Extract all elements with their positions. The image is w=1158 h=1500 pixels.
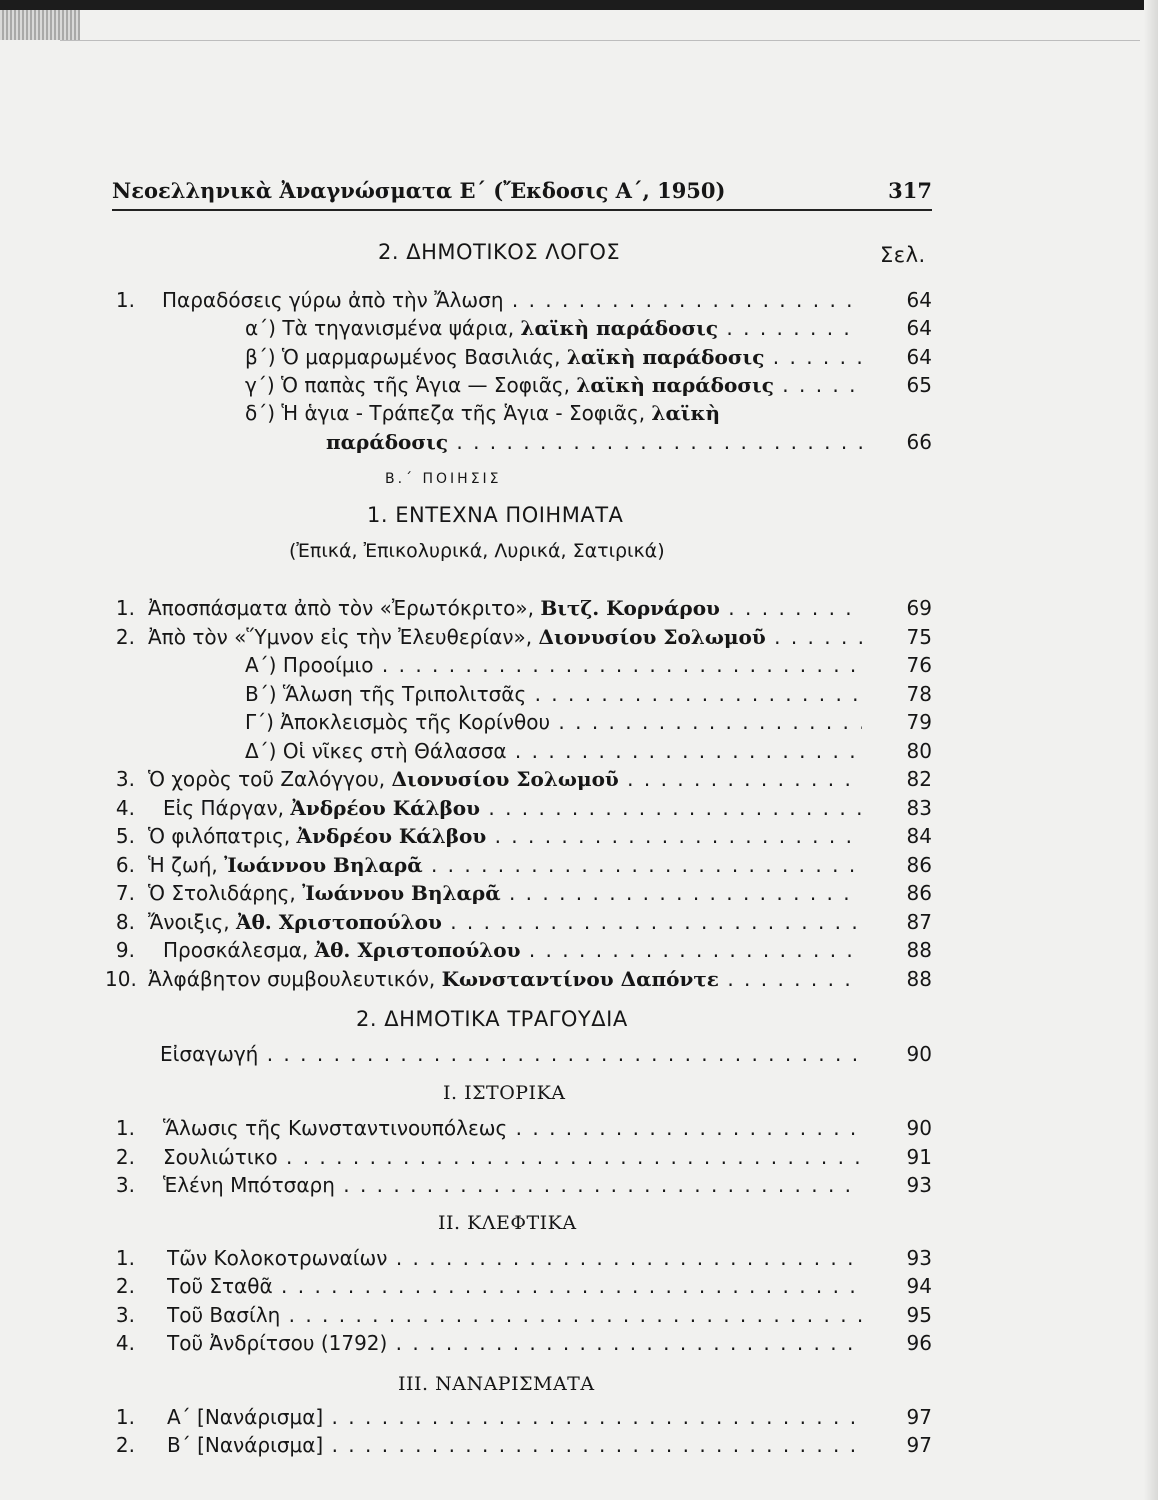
entry-page-number: 86	[906, 853, 932, 877]
entry-number: 6.	[115, 853, 135, 877]
entry-page-number: 88	[906, 967, 932, 991]
entry-title	[162, 288, 862, 312]
entry-page-number: 64	[906, 288, 932, 312]
toc-entry	[0, 881, 1158, 909]
toc-entry	[0, 767, 1158, 795]
toc-entry	[0, 910, 1158, 938]
toc-entry	[0, 1116, 1158, 1144]
entry-title	[148, 881, 862, 905]
entry-author: Ἰωάννου Βηλαρᾶ	[224, 853, 423, 877]
entry-title	[148, 824, 862, 848]
toc-entry	[0, 739, 1158, 767]
entry-page-number: 90	[906, 1116, 932, 1140]
entry-text: γ΄) Ὁ παπὰς τῆς Ἁγια — Σοφιᾶς,	[245, 373, 577, 397]
entry-text: Ἅλωσις τῆς Κωνσταντινουπόλεως	[163, 1116, 508, 1140]
toc-entry	[0, 430, 1158, 458]
entry-page-number: 64	[906, 345, 932, 369]
section-title-demotic-prose: 2. ΔΗΜΟΤΙΚΟΣ ΛΟΓΟΣ	[378, 240, 621, 264]
entry-title	[163, 1145, 862, 1169]
entry-title	[167, 1433, 862, 1457]
entry-number: 5.	[115, 824, 135, 848]
entry-title	[163, 938, 862, 962]
entry-text: Ἀπὸ τὸν «Ὕμνον εἰς τὴν Ἐλευθερίαν»,	[148, 625, 539, 649]
entry-text: Ἡ ζωή,	[148, 853, 225, 877]
entry-text: Εἰσαγωγή	[160, 1042, 259, 1066]
entry-page-number: 83	[906, 796, 932, 820]
entry-number: 2.	[115, 1433, 135, 1457]
toc-entry	[0, 401, 1158, 429]
subsection-title-historical: I. ΙΣΤΟΡΙΚΑ	[443, 1082, 566, 1104]
entry-page-number: 96	[906, 1331, 932, 1355]
entry-page-number: 75	[906, 625, 932, 649]
entry-page-number: 90	[906, 1042, 932, 1066]
entry-page-number: 78	[906, 682, 932, 706]
entry-number: 7.	[115, 881, 135, 905]
toc-entry	[0, 316, 1158, 344]
entry-text: Ἀλφάβητον συμβουλευτικόν,	[148, 967, 442, 991]
entry-title	[245, 739, 862, 763]
entry-title	[148, 767, 862, 791]
entry-text: Β΄) Ἅλωση τῆς Τριπολιτσᾶς	[245, 682, 527, 706]
entry-number: 8.	[115, 910, 135, 934]
entry-author: Ἰωάννου Βηλαρᾶ	[302, 881, 501, 905]
entry-title	[245, 401, 862, 425]
entry-number: 4.	[115, 1331, 135, 1355]
entry-number: 3.	[115, 767, 135, 791]
entry-text: Σουλιώτικο	[163, 1145, 278, 1169]
entry-title	[148, 596, 862, 620]
entry-author: Ἀνδρέου Κάλβου	[296, 824, 487, 848]
toc-entry	[0, 1246, 1158, 1274]
entry-text: Τοῦ Ἀνδρίτσου (1792)	[167, 1331, 388, 1355]
toc-entry	[0, 710, 1158, 738]
entry-text: Παραδόσεις γύρω ἀπὸ τὴν Ἄλωση	[162, 288, 504, 312]
entry-page-number: 64	[906, 316, 932, 340]
entry-text: Ἑλένη Μπότσαρη	[163, 1173, 335, 1197]
entry-number: 10.	[105, 967, 137, 991]
entry-number: 1.	[115, 596, 135, 620]
entry-text: Ὁ χορὸς τοῦ Ζαλόγγου,	[148, 767, 392, 791]
entry-text: Β΄ [Νανάρισμα]	[167, 1433, 324, 1457]
subsection-title-klephtic: II. ΚΛΕΦΤΙΚΑ	[438, 1212, 577, 1234]
entry-page-number: 93	[906, 1246, 932, 1270]
entry-number: 3.	[115, 1303, 135, 1327]
toc-entry	[0, 967, 1158, 995]
entry-author: λαϊκὴ παράδοσις	[576, 373, 774, 397]
entry-number: 1.	[115, 1116, 135, 1140]
entry-title	[148, 625, 862, 649]
entry-page-number: 79	[906, 710, 932, 734]
entry-page-number: 97	[906, 1433, 932, 1457]
toc-entry	[0, 853, 1158, 881]
entry-author: Διονυσίου Σολωμοῦ	[391, 767, 619, 791]
toc-entry	[0, 596, 1158, 624]
entry-text: Ὁ Στολιδάρης,	[148, 881, 303, 905]
toc-entry	[0, 1042, 1158, 1070]
entry-number: 2.	[115, 1274, 135, 1298]
part-heading-poetry: Β.΄ ΠΟΙΗΣΙΣ	[385, 471, 502, 487]
entry-author: παράδοσις	[326, 430, 449, 454]
entry-author: Διονυσίου Σολωμοῦ	[538, 625, 766, 649]
header-title: Νεοελληνικὰ Ἀναγνώσματα Ε΄ (Ἔκδοσις Α΄, 1950)	[112, 178, 726, 203]
entry-title	[160, 1042, 862, 1066]
toc-entry	[0, 938, 1158, 966]
entry-page-number: 82	[906, 767, 932, 791]
entry-text: Εἰς Πάργαν,	[163, 796, 291, 820]
entry-author: Ἀθ. Χριστοπούλου	[235, 910, 442, 934]
entry-number: 1.	[115, 1246, 135, 1270]
entry-title	[167, 1405, 862, 1429]
entry-number: 9.	[115, 938, 135, 962]
entry-page-number: 91	[906, 1145, 932, 1169]
entry-title	[167, 1303, 862, 1327]
toc-entry	[0, 1331, 1158, 1359]
entry-page-number: 76	[906, 653, 932, 677]
entry-page-number: 80	[906, 739, 932, 763]
toc-entry	[0, 1173, 1158, 1201]
toc-entry	[0, 1433, 1158, 1461]
entry-number: 4.	[115, 796, 135, 820]
toc-entry	[0, 288, 1158, 316]
toc-entry	[0, 345, 1158, 373]
scan-binding-strip	[0, 10, 80, 40]
entry-page-number: 88	[906, 938, 932, 962]
entry-text: Ἀποσπάσματα ἀπὸ τὸν «Ἐρωτόκριτο»,	[148, 596, 541, 620]
entry-title	[245, 316, 862, 340]
toc-entry	[0, 824, 1158, 852]
entry-author: λαϊκὴ παράδοσις	[566, 345, 765, 369]
scan-top-edge	[0, 0, 1158, 10]
entry-author: λαϊκὴ	[651, 401, 721, 425]
entry-number: 3.	[115, 1173, 135, 1197]
entry-author: Ἀνδρέου Κάλβου	[290, 796, 480, 820]
entry-title	[326, 430, 862, 454]
entry-number: 1.	[115, 288, 135, 312]
entry-title	[163, 796, 862, 820]
entry-title	[245, 345, 862, 369]
entry-page-number: 94	[906, 1274, 932, 1298]
page-number: 317	[888, 178, 932, 203]
entry-text: Τοῦ Σταθᾶ	[167, 1274, 273, 1298]
entry-page-number: 87	[906, 910, 932, 934]
entry-text: δ΄) Ἡ ἁγια - Τράπεζα τῆς Ἁγια - Σοφιᾶς,	[245, 401, 652, 425]
toc-entry	[0, 625, 1158, 653]
scan-artifact-line	[60, 40, 1140, 41]
entry-text: Ἄνοιξις,	[148, 910, 236, 934]
entry-text: β΄) Ὁ μαρμαρωμένος Βασιλιάς,	[245, 345, 567, 369]
toc-entry	[0, 796, 1158, 824]
toc-entry	[0, 1405, 1158, 1433]
entry-title	[245, 653, 862, 677]
entry-author: Κωνσταντίνου Δαπόντε	[441, 967, 719, 991]
entry-title	[148, 910, 862, 934]
entry-text: Τοῦ Βασίλη	[167, 1303, 281, 1327]
entry-author: Βιτζ. Κορνάρου	[540, 596, 720, 620]
entry-number: 2.	[115, 625, 135, 649]
entry-page-number: 66	[906, 430, 932, 454]
entry-page-number: 84	[906, 824, 932, 848]
section-subtitle-genres: (Ἐπικά, Ἐπικολυρικά, Λυρικά, Σατιρικά)	[289, 540, 665, 562]
section-title-art-poems: 1. ΕΝΤΕΧΝΑ ΠΟΙΗΜΑΤΑ	[367, 503, 624, 527]
page-column-label: Σελ.	[880, 243, 926, 267]
entry-author: Ἀθ. Χριστοπούλου	[314, 938, 521, 962]
entry-text: Γ΄) Ἀποκλεισμὸς τῆς Κορίνθου	[245, 710, 551, 734]
entry-text: Προσκάλεσμα,	[163, 938, 315, 962]
entry-title	[167, 1331, 862, 1355]
entry-text: Α΄) Προοίμιο	[245, 653, 374, 677]
toc-entry	[0, 1303, 1158, 1331]
entry-title	[148, 967, 862, 991]
toc-entry	[0, 682, 1158, 710]
entry-page-number: 69	[906, 596, 932, 620]
entry-author: λαϊκὴ παράδοσις	[520, 316, 719, 340]
entry-title	[245, 682, 862, 706]
entry-title	[167, 1246, 862, 1270]
entry-title	[163, 1116, 862, 1140]
running-header	[112, 178, 932, 208]
entry-text: Ὁ φιλόπατρις,	[148, 824, 297, 848]
entry-title	[163, 1173, 862, 1197]
entry-number: 2.	[115, 1145, 135, 1169]
subsection-title-lullabies: III. ΝΑΝΑΡΙΣΜΑΤΑ	[398, 1373, 595, 1395]
toc-entry	[0, 373, 1158, 401]
entry-title	[148, 853, 862, 877]
toc-entry	[0, 1274, 1158, 1302]
header-rule	[112, 209, 932, 211]
entry-text: Α΄ [Νανάρισμα]	[167, 1405, 324, 1429]
entry-text: Δ΄) Οἱ νῖκες στὴ Θάλασσα	[245, 739, 507, 763]
entry-text: α΄) Τὰ τηγανισμένα ψάρια,	[245, 316, 521, 340]
toc-entry	[0, 653, 1158, 681]
entry-text: Τῶν Κολοκοτρωναίων	[167, 1246, 388, 1270]
entry-title	[167, 1274, 862, 1298]
entry-page-number: 97	[906, 1405, 932, 1429]
toc-entry	[0, 1145, 1158, 1173]
entry-title	[245, 373, 862, 397]
entry-number: 1.	[115, 1405, 135, 1429]
entry-title	[245, 710, 862, 734]
entry-page-number: 95	[906, 1303, 932, 1327]
entry-page-number: 93	[906, 1173, 932, 1197]
entry-page-number: 65	[906, 373, 932, 397]
entry-page-number: 86	[906, 881, 932, 905]
section-title-folk-songs: 2. ΔΗΜΟΤΙΚΑ ΤΡΑΓΟΥΔΙΑ	[356, 1007, 628, 1031]
